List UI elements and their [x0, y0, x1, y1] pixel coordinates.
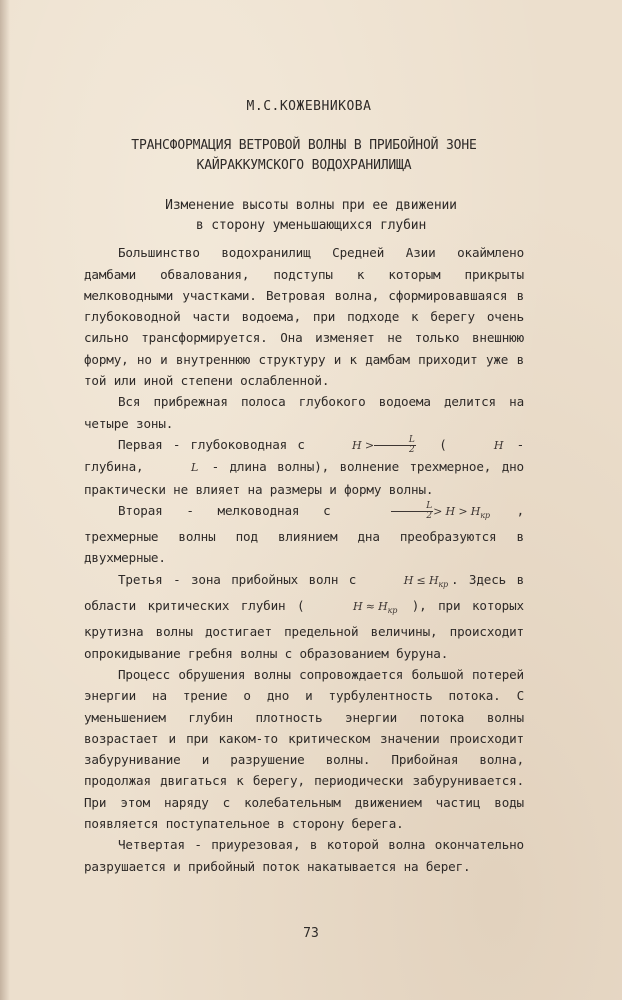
- zone-3-text-c: ), при которых крутизна волны достигает предельной величины, происходит опрокидывание гребня волны с образованием буруна.: [84, 598, 524, 661]
- formula-subscript: кр: [387, 606, 398, 616]
- paragraph-intro: Большинство водохранилищ Средней Азии окаймлено дамбами обвалования, подступы к которым прикрыты мелководными участками. Ветровая волна, сформировавшаяся в глубоководной части водоема, при подходе к берегу очень сильно трансформируется. Она изменяет не только внешнюю форму, но и внутреннюю структуру и к дамбам приходит уже в той или иной степени ослабленной.: [84, 245, 524, 389]
- paragraph-zone-2: [84, 500, 524, 569]
- subtitle-line-1: Изменение высоты волны при ее движении: [165, 198, 457, 214]
- fraction: [374, 436, 416, 455]
- formula-surf-zone: [367, 570, 451, 595]
- zone-2-text-a: Вторая - мелководная с: [118, 502, 331, 518]
- formula-subscript: кр: [438, 579, 449, 589]
- formula-lhs: H >: [352, 438, 374, 452]
- symbol-wavelength: L: [190, 461, 199, 475]
- fraction-numerator: L: [374, 436, 416, 446]
- page-content: [84, 96, 524, 877]
- formula-deep-water: [315, 435, 419, 456]
- zone-2-text-b: , трехмерные волны под влиянием дна преобразуются в двухмерные.: [84, 502, 525, 566]
- paragraph-breaking: Процесс обрушения волны сопровождается большой потерей энергии на трение о дно и турбулентность потока. С уменьшением глубин плотность энергии потока волны возрастает и при каком-то критическом значении происходит забурунивание и разрушение волны. Прибойная волна, продолжая двигаться к берегу, периодически забурунивается. При этом наряду с колебательным движением частиц воды появляется поступательное в сторону берега.: [84, 666, 524, 832]
- formula-main: H ≈ H: [352, 600, 388, 614]
- page-number: 73: [303, 926, 319, 941]
- section-subtitle: [98, 196, 524, 236]
- paragraph-zone-4: Четвертая - приурезовая, в которой волна окончательно разрушается и прибойный поток накатывается на берег.: [84, 837, 524, 874]
- zone-1-text-d: - длина волны), волнение трехмерное, дно практически не влияет на размеры и форму волны.: [84, 459, 524, 497]
- title-line-2: КАЙРАККУМСКОГО ВОДОХРАНИЛИЩА: [196, 158, 412, 174]
- fraction-numerator: L: [391, 502, 433, 512]
- formula-rest: > H > H: [433, 504, 481, 518]
- formula-subscript: кр: [480, 510, 490, 520]
- zone-1-text-c: - глубина,: [84, 436, 525, 475]
- subtitle-line-2: в сторону уменьшающихся глубин: [195, 218, 427, 234]
- article-title: [84, 136, 524, 176]
- fraction-denominator: 2: [426, 511, 432, 522]
- symbol-depth: H: [493, 438, 504, 452]
- author-name: М.С.КОЖЕВНИКОВА: [246, 99, 372, 114]
- paragraph-zones: Вся прибрежная полоса глубокого водоема делится на четыре зоны.: [84, 394, 524, 431]
- formula-shallow-water: [354, 501, 493, 526]
- paragraph-zone-3: [84, 569, 524, 664]
- title-line-1: ТРАНСФОРМАЦИЯ ВЕТРОВОЙ ВОЛНЫ В ПРИБОЙНОЙ ЗОНЕ: [131, 138, 477, 154]
- zone-3-text-b: . Здесь в области критических глубин (: [84, 571, 525, 614]
- formula-main: H ≤ H: [403, 573, 439, 587]
- zone-3-text-a: Третья - зона прибойных волн с: [118, 571, 357, 587]
- zone-1-text-a: Первая - глубоководная с: [118, 436, 305, 452]
- formula-critical-depth: [316, 596, 400, 621]
- zone-1-text-b: (: [439, 436, 447, 452]
- page-edge-shadow: [0, 0, 10, 1000]
- paragraph-zone-1: [84, 434, 524, 500]
- fraction-denominator: 2: [409, 445, 415, 456]
- fraction: [391, 502, 433, 521]
